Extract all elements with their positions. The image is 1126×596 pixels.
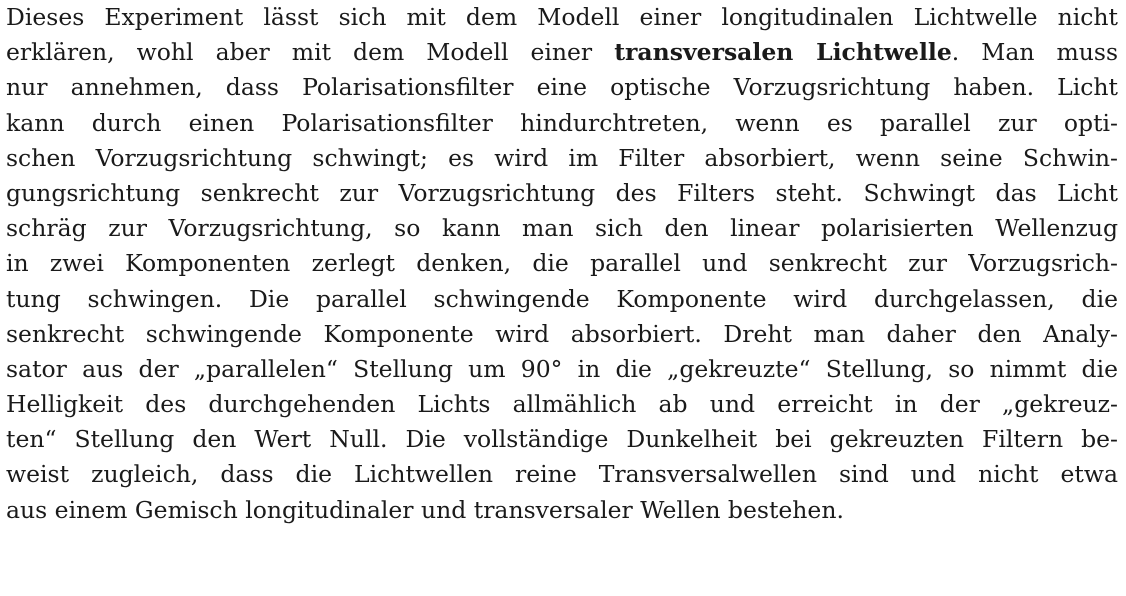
text-segment: . Man muss (951, 38, 1118, 67)
text-segment: erklären, wohl aber mit dem Modell einer (6, 38, 615, 67)
text-line: ten“ Stellung den Wert Null. Die vollständige Dunkelheit bei gekreuzten Filtern be- (6, 425, 1118, 454)
text-line (6, 35, 1118, 70)
text-line: schen Vorzugsrichtung schwingt; es wird im Filter absorbiert, wenn seine Schwin- (6, 143, 1118, 172)
text-line: Dieses Experiment lässt sich mit dem Modell einer longitudinalen Lichtwelle nicht (6, 3, 1118, 31)
body-paragraph (6, 0, 1118, 528)
text-line: kann durch einen Polarisationsfilter hindurchtreten, wenn es parallel zur opti- (6, 108, 1118, 137)
text-line: sator aus der „parallelen“ Stellung um 90° in die „gekreuzte“ Stellung, so nimmt die (6, 354, 1118, 383)
text-line: Helligkeit des durchgehenden Lichts allmählich ab und erreicht in der „gekreuz- (6, 390, 1118, 419)
text-line: in zwei Komponenten zerlegt denken, die parallel und senkrecht zur Vorzugsrich- (6, 249, 1118, 278)
text-line: aus einem Gemisch longitudinaler und transversaler Wellen bestehen. (6, 495, 844, 524)
text-line: tung schwingen. Die parallel schwingende Komponente wird durchgelassen, die (6, 284, 1118, 313)
text-line: senkrecht schwingende Komponente wird absorbiert. Dreht man daher den Analy- (6, 319, 1118, 348)
text-line: weist zugleich, dass die Lichtwellen reine Transversalwellen sind und nicht etwa (6, 460, 1118, 489)
text-line: gungsrichtung senkrecht zur Vorzugsrichtung des Filters steht. Schwingt das Licht (6, 178, 1118, 207)
bold-term: transversalen Lichtwelle (614, 38, 952, 67)
text-line: schräg zur Vorzugsrichtung, so kann man sich den linear polarisierten Wellenzug (6, 214, 1118, 243)
text-line: nur annehmen, dass Polarisationsfilter eine optische Vorzugsrichtung haben. Licht (6, 73, 1118, 102)
